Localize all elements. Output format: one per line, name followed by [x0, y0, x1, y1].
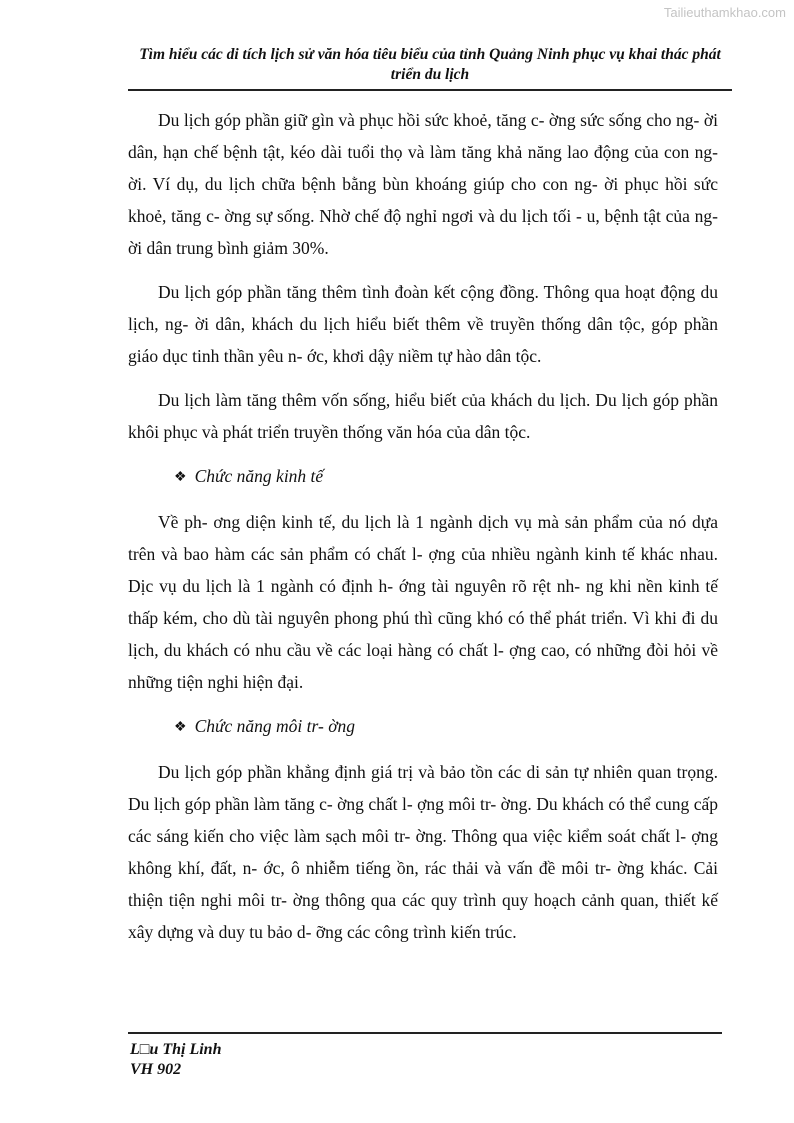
section-heading-economic	[128, 460, 718, 494]
footer-divider	[128, 1032, 722, 1034]
diamond-bullet-icon: ❖	[174, 470, 187, 485]
footer-class: VH 902	[130, 1061, 182, 1078]
paragraph: Du lịch góp phần giữ gìn và phục hồi sức khoẻ, tăng c- ờng sức sống cho ng- ời dân, hạn chế bệnh tật, kéo dài tuổi thọ và làm tăng khả năng lao động của con ng- ời. Ví dụ, du lịch chữa bệnh bằng bùn khoáng giúp cho con ng- ời phục hồi sức khoẻ, tăng c- ờng sự sống. Nhờ chế độ nghỉ ngơi và du lịch tối - u, bệnh tật của ng- ời dân trung bình giảm 30%.	[128, 110, 718, 258]
document-body	[128, 104, 718, 960]
paragraph: Du lịch góp phần tăng thêm tình đoàn kết cộng đồng. Thông qua hoạt động du lịch, ng- ời dân, khách du lịch hiểu biết thêm về truyền thống dân tộc, góp phần giáo dục tinh thần yêu n- ớc, khơi dậy niềm tự hào dân tộc.	[128, 282, 718, 366]
watermark: Tailieuthamkhao.com	[663, 5, 786, 20]
footer-author: L□u Thị Linh	[130, 1041, 222, 1058]
paragraph: Về ph- ơng diện kinh tế, du lịch là 1 ngành dịch vụ mà sản phẩm của nó dựa trên và bao hàm các sản phẩm có chất l- ợng của nhiều ngành kinh tế khác nhau. Dịc vụ du lịch là 1 ngành có định h- ớng tài nguyên rõ rệt nh- ng khi nền kinh tế thấp kém, cho dù tài nguyên phong phú thì cũng khó có thể phát triển. Vì khi đi du lịch, du khách có nhu cầu về các loại hàng có chất l- ợng cao, có những đòi hỏi về những tiện nghi hiện đại.	[128, 512, 718, 692]
paragraph: Du lịch góp phần khẳng định giá trị và bảo tồn các di sản tự nhiên quan trọng. Du lịch góp phần làm tăng c- ờng chất l- ợng môi tr- ờng. Du khách có thể cung cấp các sáng kiến cho việc làm sạch môi tr- ờng. Thông qua việc kiểm soát chất l- ợng không khí, đất, n- ớc, ô nhiễm tiếng ồn, rác thải và vấn đề môi tr- ờng khác. Cải thiện tiện nghi môi tr- ờng thông qua các quy trình quy hoạch cảnh quan, thiết kế xây dựng và duy tu bảo d- ỡng các công trình kiến trúc.	[128, 762, 718, 942]
page-footer	[130, 1040, 221, 1080]
header-divider	[128, 89, 732, 91]
section-heading-label: Chức năng kinh tế	[194, 466, 324, 486]
paragraph: Du lịch làm tăng thêm vốn sống, hiểu biết của khách du lịch. Du lịch góp phần khôi phục và phát triển truyền thống văn hóa của dân tộc.	[128, 390, 718, 442]
diamond-bullet-icon: ❖	[174, 720, 187, 735]
section-heading-environment	[128, 710, 718, 744]
section-heading-label: Chức năng môi tr- ờng	[194, 716, 356, 736]
page-header-title: Tìm hiểu các di tích lịch sử văn hóa tiêu biểu của tỉnh Quảng Ninh phục vụ khai thác phát triển du lịch	[139, 46, 721, 83]
